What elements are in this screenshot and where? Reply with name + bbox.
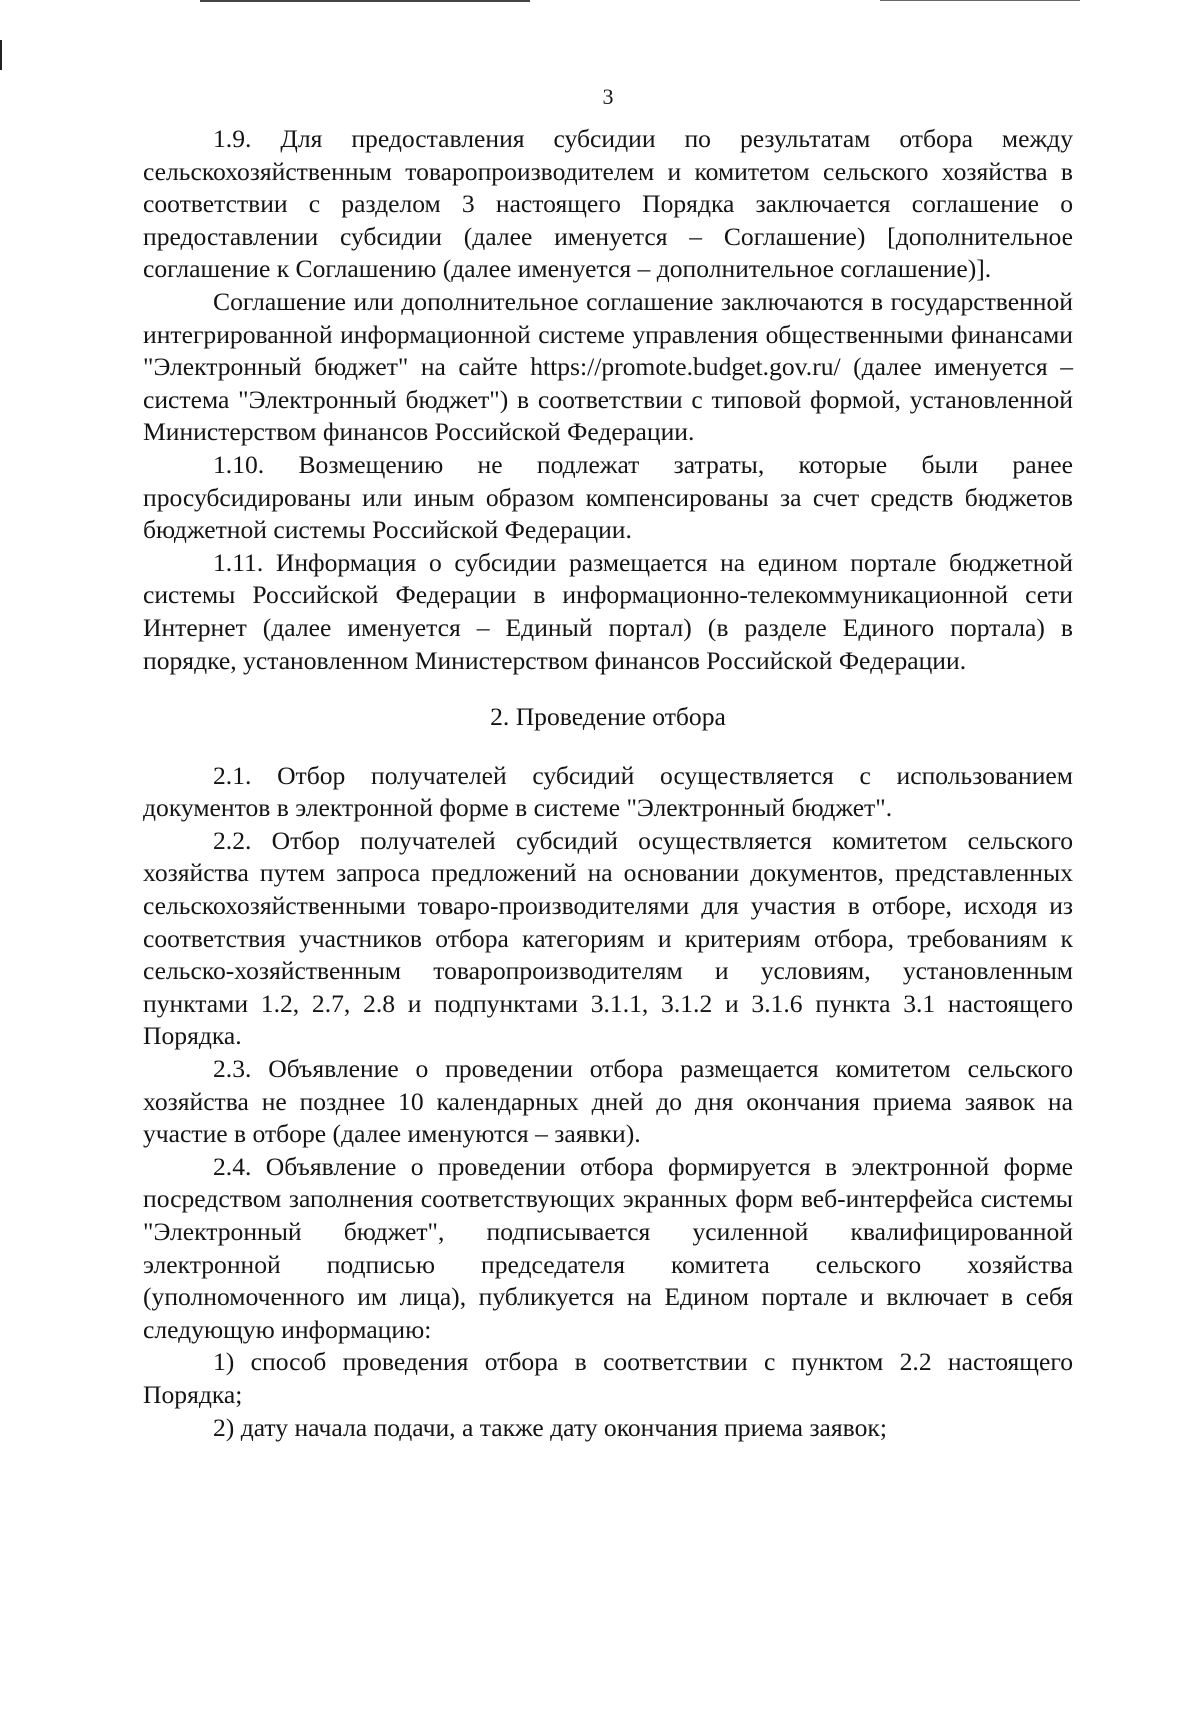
paragraph-1-10: 1.10. Возмещению не подлежат затраты, которые были ранее просубсидированы или иным образом компенсированы за счет средств бюджетов бюджетной системы Российской Федерации. <box>143 449 1073 545</box>
scan-edge-mark <box>880 0 1080 1</box>
paragraph-1-9: 1.9. Для предоставления субсидии по результатам отбора между сельскохозяйственным товаропроизводителем и комитетом сельского хозяйства в соответствии с разделом 3 настоящего Порядка заключается соглашение о предоставлении субсидии (далее именуется – Соглашение) [дополнительное соглашение к Соглашению (далее именуется – дополнительное соглашение)]. <box>143 124 1073 284</box>
document-body <box>143 123 1073 1444</box>
list-item: 2) дату начала подачи, а также дату окончания приема заявок; <box>213 1412 887 1442</box>
section-heading: 2. Проведение отбора <box>490 702 726 732</box>
scan-edge-mark <box>200 0 530 2</box>
page-number: 3 <box>602 84 614 109</box>
paragraph-2-4: 2.4. Объявление о проведении отбора формируется в электронной форме посредством заполнения соответствующих экранных форм веб-интерфейса системы "Электронный бюджет", подписывается усиленной квалифицированной электронной подписью председателя комитета сельского хозяйства (уполномоченного им лица), публикуется на Едином портале и включает в себя следующую информацию: <box>143 1151 1073 1344</box>
paragraph-1-9-agreement: Соглашение или дополнительное соглашение заключаются в государственной интегрированной информационной системе управления общественными финансами "Электронный бюджет" на сайте https://promote.budget.gov.ru/ (далее именуется – система "Электронный бюджет") в соответствии с типовой формой, установленной Министерством финансов Российской Федерации. <box>143 286 1073 447</box>
paragraph-1-11: 1.11. Информация о субсидии размещается на едином портале бюджетной системы Российской Федерации в информационно-телекоммуникационной сети Интернет (далее именуется – Единый портал) (в разделе Единого портала) в порядке, установленном Министерством финансов Российской Федерации. <box>143 547 1073 675</box>
scan-edge-mark <box>0 40 2 70</box>
list-item: 1) способ проведения отбора в соответствии с пунктом 2.2 настоящего Порядка; <box>143 1347 1073 1409</box>
paragraph-2-2: 2.2. Отбор получателей субсидий осуществляется комитетом сельского хозяйства путем запроса предложений на основании документов, представленных сельскохозяйственными товаро-производителями для участия в отборе, исходя из соответствия участников отбора категориям и критериям отбора, требованиям к сельско-хозяйственным товаропроизводителям и условиям, установленным пунктами 1.2, 2.7, 2.8 и подпунктами 3.1.1, 3.1.2 и 3.1.6 пункта 3.1 настоящего Порядка. <box>143 825 1073 1051</box>
paragraph-2-1: 2.1. Отбор получателей субсидий осуществляется с использованием документов в электронной форме в системе "Электронный бюджет". <box>143 760 1073 823</box>
paragraph-2-3: 2.3. Объявление о проведении отбора размещается комитетом сельского хозяйства не позднее 10 календарных дней до дня окончания приема заявок на участие в отборе (далее именуются – заявки). <box>143 1054 1073 1149</box>
